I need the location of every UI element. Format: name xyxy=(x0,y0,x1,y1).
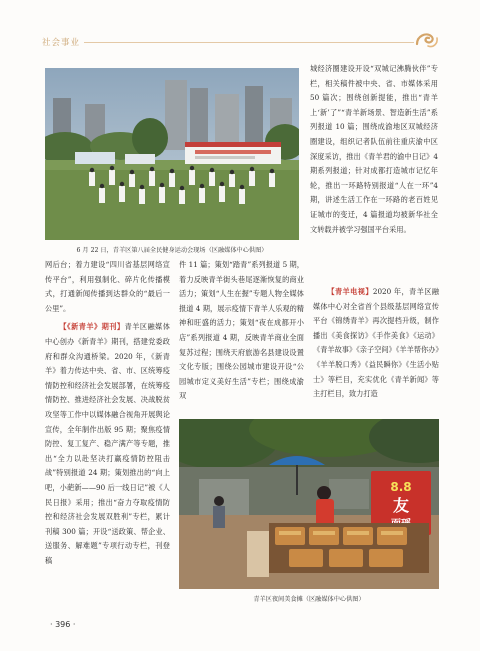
stall-sign-number: 8.8 xyxy=(390,480,412,494)
paragraph: 件 11 篇；策划“踏青”系列报道 5 期，着力反映青羊街头巷尾逐渐恢复的商业活力；策划“人生在握”专题人物全媒体报道 4 期，展示疫情下青羊人乐观的精神和旺盛的活力；策划“夜在成都开小店”系列报道 4 期，反映青羊商业全面复苏过程；围绕天府旅游名县建设设置文化专版；围绕公园城市建设开设“公园城市定义美好生活”专栏；围绕成渝双 xyxy=(179,260,304,401)
text-column-middle xyxy=(179,258,304,404)
paragraph-periodical xyxy=(45,320,170,568)
section-tag-periodical: 【《新青羊》期刊】 xyxy=(59,322,125,332)
paragraph-tv xyxy=(313,285,439,402)
photo-caption: 6 月 22 日，青羊区第八届全民健身运动会现场（区融媒体中心供图） xyxy=(76,247,268,254)
section-title: 社会事业 xyxy=(42,38,81,48)
paragraph: 网后台；着力建设“四川省基层网络宣传平台”，利用强制化、碎片化传播模式，打通新闻传播到达群众的“最后一公里”。 xyxy=(45,260,170,313)
page-header xyxy=(0,0,480,62)
stall-sign-text: 友 xyxy=(392,496,410,515)
paragraph-text: 2020 年，青羊区融媒体中心对全省首个县级基层网络宣传平台《锦绣青羊》再次提档升级，制作播出《美食探访》《手作美食》《运动》《青羊故事》《亲子空间》《羊羊帮你办》《羊羊脱口秀》《益民瞬你》《生活小贴士》等栏目，充实优化《青羊新闻》等主打栏目，致力打造 xyxy=(313,287,439,399)
text-column-left xyxy=(45,258,170,568)
photo-caption: 青羊区夜间美食摊（区融媒体中心供图） xyxy=(253,596,365,603)
section-tag-tv: 【青羊电视】 xyxy=(327,287,373,296)
paragraph-text: 青羊区融媒体中心创办《新青羊》期刊，搭建党委政府和群众沟通桥梁。2020 年，《新青羊》着力传达中央、省、市、区统筹疫情防控和经济社会发展部署，在统筹疫情防控、推进经济社会发展、决战脱贫攻坚等工作中以媒体融合视角开展舆论宣传，全年制作出版 95 期；聚焦疫情防控、复工复产、稳产满产等专题，推出“全力以赴坚决打赢疫情防控阻击战”特别报道 24 期；策划推出的“向上吧，小葩新——90 后一线日记”被《人民日报》采用；推出“奋力夺取疫情防控和经济社会发展双胜利”专栏，累计刊稿 300 篇；开设“送政策、帮企业、送服务、解难题”专项行动专栏，刊登稿 xyxy=(45,322,170,565)
night-food-stall-photo xyxy=(179,419,439,589)
paragraph: 城经济圈建设开设“双城记沸腾伙伴”专栏，相关稿件被中央、省、市媒体采用 50 篇次；围绕创新提能，推出“青羊上‘新’了”“青羊新场景、智造新生活”系列报道 10 篇；围绕成渝地区双城经济圈建设，组织记者队伍前往重庆渝中区深度采访，推出《青羊君的渝中日记》4 期系列报道；针对成都打造城市记忆年轮，推出一环路特别报道“人在一环”4 期，讲述生活工作在一环路的老百姓见证城市的变迁，4 篇报道均被新华社全文转载并被学习强国平台采用。 xyxy=(310,64,438,234)
text-column-top-right xyxy=(310,62,438,237)
text-column-right xyxy=(313,285,439,402)
page-number: · 396 · xyxy=(50,620,76,629)
header-rule xyxy=(84,42,414,43)
swirl-ornament-icon xyxy=(414,28,440,50)
fitness-event-photo xyxy=(45,68,299,240)
